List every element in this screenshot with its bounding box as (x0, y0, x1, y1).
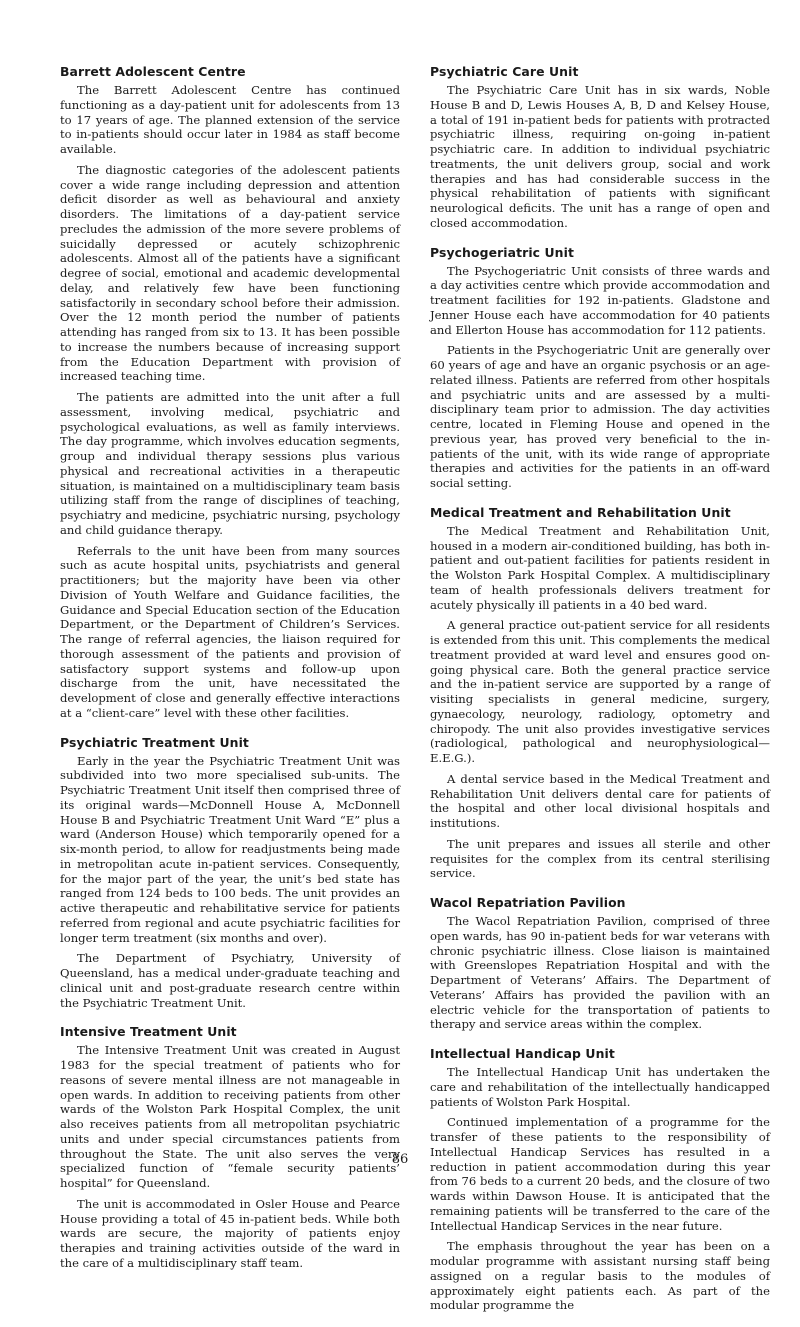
section-wacol-repatriation-pavilion (430, 895, 770, 1032)
section-heading: Psychogeriatric Unit (430, 244, 574, 260)
section-medical-treatment-rehabilitation-unit (430, 505, 770, 881)
paragraph: The Wacol Repatriation Pavilion, comprised of three open wards, has 90 in-patient beds for war veterans with chronic psychiatric illness. Close liaison is maintained with Greenslopes Repatriation Hospital and with the Department of Veterans’ Affairs. The Department of Veterans’ Affairs has provided the pavilion with an electric vehicle for the transportation of patients to therapy and service areas within the complex. (430, 914, 770, 1032)
section-heading: Psychiatric Treatment Unit (60, 734, 249, 750)
section-heading: Barrett Adolescent Centre (60, 64, 246, 79)
paragraph: Continued implementation of a programme for the transfer of these patients to the responsibility of Intellectual Handicap Services has resulted in a reduction in patient accommodation during this year from 76 beds to a current 20 beds, and the closure of two wards within Dawson House. It is anticipated that the remaining patients will be transferred to the care of the Intellectual Handicap Services in the near future. (430, 1115, 770, 1233)
paragraph: The Medical Treatment and Rehabilitation Unit, housed in a modern air-conditioned building, has both in-patient and out-patient facilities for patients resident in the Wolston Park Hospital Complex. A multidisciplinary team of health professionals delivers treatment for acutely physically ill patients in a 40 bed ward. (430, 523, 770, 612)
paragraph: The patients are admitted into the unit after a full assessment, involving medical, psychiatric and psychological evaluations, as well as family interviews. The day programme, which involves education segments, group and individual therapy sessions plus various physical and recreational activities in a therapeutic situation, is maintained on a multidisciplinary team basis utilizing staff from the range of disciplines of teaching, psychiatry and medicine, psychiatric nursing, psychology and child guidance therapy. (60, 390, 400, 537)
paragraph: The Department of Psychiatry, University of Queensland, has a medical under-graduate teaching and clinical unit and post-graduate research centre within the Psychiatric Treatment Unit. (60, 951, 400, 1010)
paragraph: Referrals to the unit have been from many sources such as acute hospital units, psychiatrists and general practitioners; but the majority have been via other Division of Youth Welfare and Guidance facilities, the Guidance and Special Education section of the Education Department, or the Department of Children’s Services. The range of referral agencies, the liaison required for thorough assessment of the patients and provision of satisfactory support systems and follow-up upon discharge from the unit, have necessitated the development of close and generally effective interactions at a “client-care” level with these other facilities. (60, 543, 400, 720)
paragraph: The emphasis throughout the year has been on a modular programme with assistant nursing staff being assigned on a regular basis to the modules of approximately eight patients each. As part of the modular programme the (430, 1239, 770, 1313)
left-column (60, 64, 400, 1285)
paragraph: The Psychiatric Care Unit has in six wards, Noble House B and D, Lewis Houses A, B, D and Kelsey House, a total of 191 in-patient beds for patients with protracted psychiatric illness, requiring on-going in-patient psychiatric care. In addition to individual psychiatric treatments, the unit delivers group, social and work therapies and has had considerable success in the physical rehabilitation of patients with significant neurological deficits. The unit has a range of open and closed accommodation. (430, 83, 770, 230)
section-intellectual-handicap-unit (430, 1046, 770, 1313)
section-heading: Wacol Repatriation Pavilion (430, 895, 626, 910)
section-heading: Psychiatric Care Unit (430, 64, 579, 79)
paragraph: Early in the year the Psychiatric Treatment Unit was subdivided into two more specialised sub-units. The Psychiatric Treatment Unit itself then comprised three of its original wards—McDonnell House A, McDonnell House B and Psychiatric Treatment Unit Ward “E” plus a ward (Anderson House) which temporarily opened for a six-month period, to allow for readjustments being made in metropolitan acute in-patient services. Consequently, for the major part of the year, the unit’s bed state has ranged from 124 beds to 100 beds. The unit provides an active therapeutic and rehabilitative service for patients referred from regional and acute psychiatric facilities for longer term treatment (six months and over). (60, 753, 400, 945)
section-psychogeriatric-unit (430, 245, 770, 491)
section-heading: Medical Treatment and Rehabilitation Unit (430, 504, 731, 520)
paragraph: The unit is accommodated in Osler House and Pearce House providing a total of 45 in-patient beds. While both wards are secure, the majority of patients enjoy therapies and training activities outside of the ward in the care of a multidisciplinary staff team. (60, 1196, 400, 1270)
page-number: 86 (391, 1152, 409, 1167)
section-barrett-adolescent-centre (60, 64, 400, 721)
paragraph: The Intellectual Handicap Unit has undertaken the care and rehabilitation of the intellectually handicapped patients of Wolston Park Hospital. (430, 1065, 770, 1109)
section-heading: Intensive Treatment Unit (60, 1024, 237, 1040)
section-heading: Intellectual Handicap Unit (430, 1046, 615, 1061)
paragraph: The Intensive Treatment Unit was created in August 1983 for the special treatment of patients who for reasons of severe mental illness are not manageable in open wards. In addition to receiving patients from other wards of the Wolston Park Hospital Complex, the unit also receives patients from all metropolitan psychiatric units and under special circumstances patients from throughout the State. The unit also serves the very specialized function of “female security patients’ hospital” for Queensland. (60, 1043, 400, 1190)
paragraph: The Psychogeriatric Unit consists of three wards and a day activities centre which provide accommodation and treatment facilities for 192 in-patients. Gladstone and Jenner House each have accommodation for 40 patients and Ellerton House has accommodation for 112 patients. (430, 263, 770, 337)
paragraph: A dental service based in the Medical Treatment and Rehabilitation Unit delivers dental care for patients of the hospital and other local divisional hospitals and institutions. (430, 771, 770, 830)
paragraph: Patients in the Psychogeriatric Unit are generally over 60 years of age and have an organic psychosis or an age-related illness. Patients are referred from other hospitals and psychiatric units and are assessed by a multi-disciplinary team prior to admission. The day activities centre, located in Fleming House and opened in the previous year, has proved very beneficial to the in-patients of the unit, with its wide range of appropriate therapies and activities for the patients in an off-ward social setting. (430, 343, 770, 490)
paragraph: The unit prepares and issues all sterile and other requisites for the complex from its central sterilising service. (430, 836, 770, 881)
right-column (430, 64, 770, 1327)
section-psychiatric-care-unit (430, 64, 770, 231)
paragraph: The diagnostic categories of the adolescent patients cover a wide range including depression and attention deficit disorder as well as behavioural and anxiety disorders. The limitations of a day-patient service precludes the admission of the more severe problems of suicidally depressed or acutely schizophrenic adolescents. Almost all of the patients have a significant degree of social, emotional and academic developmental delay, and relatively few have been functioning satisfactorily in secondary school before their admission. Over the 12 month period the number of patients attending has ranged from six to 13. It has been possible to increase the numbers because of increasing support from the Education Department with provision of increased teaching time. (60, 162, 400, 384)
paragraph: A general practice out-patient service for all residents is extended from this unit. This complements the medical treatment provided at ward level and ensures good on-going physical care. Both the general practice service and the in-patient service are supported by a range of visiting specialists in general medicine, surgery, gynaecology, neurology, radiology, optometry and chiropody. The unit also provides investigative services (radiological, pathological and neurophysiological—E.E.G.). (430, 618, 770, 765)
section-psychiatric-treatment-unit (60, 735, 400, 1011)
section-intensive-treatment-unit (60, 1024, 400, 1270)
paragraph: The Barrett Adolescent Centre has continued functioning as a day-patient unit for adolescents from 13 to 17 years of age. The planned extension of the service to in-patients should occur later in 1984 as staff become available. (60, 83, 400, 156)
